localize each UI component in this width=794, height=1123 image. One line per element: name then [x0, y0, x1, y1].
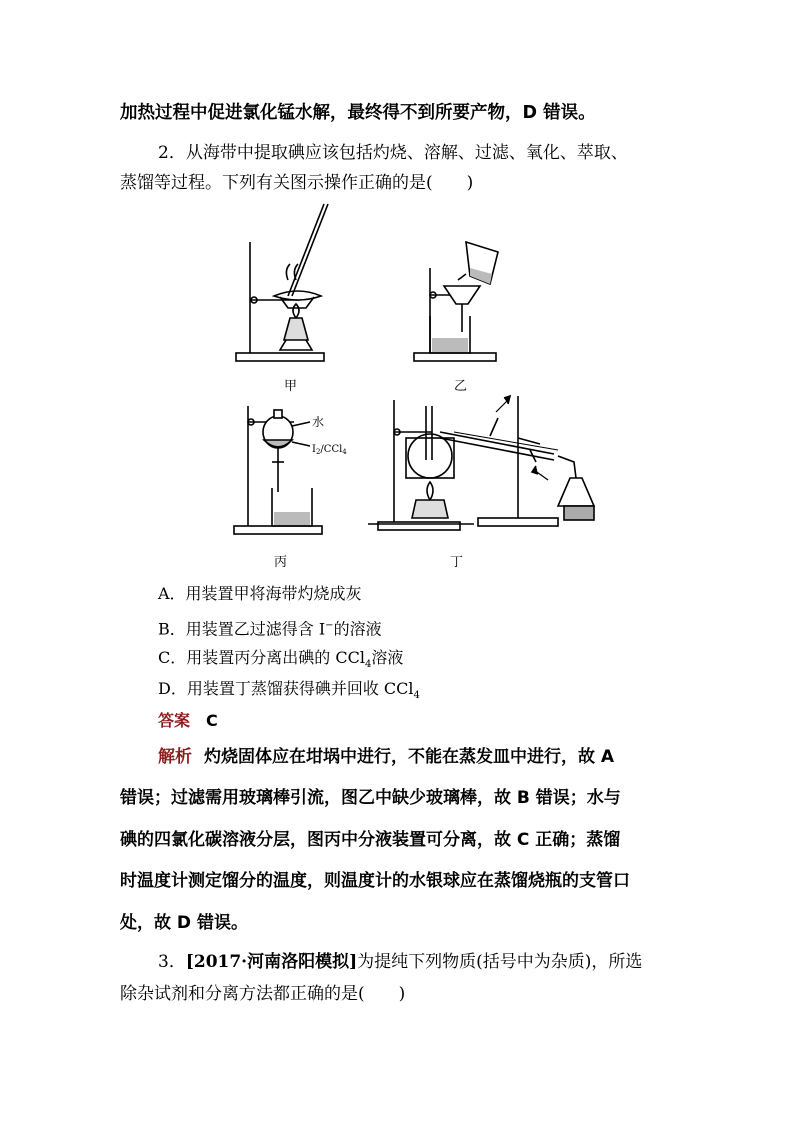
question-2-line-a: 2．从海带中提取碘应该包括灼烧、溶解、过滤、氧化、萃取、	[158, 143, 628, 163]
question-3-line-a: 3．[2017·河南洛阳模拟]为提纯下列物质(括号中为杂质)，所选	[158, 952, 643, 972]
question-3-source: [2017·河南洛阳模拟]	[185, 952, 358, 972]
analysis-line-1: 解析 灼烧固体应在坩埚中进行，不能在蒸发皿中进行，故 A	[158, 747, 615, 767]
question-2-line-b: 蒸馏等过程。下列有关图示操作正确的是( )	[120, 173, 474, 193]
analysis-line-3: 碘的四氯化碳溶液分层，图丙中分液装置可分离，故 C 正确；蒸馏	[120, 830, 621, 850]
option-d: D．用装置丁蒸馏获得碘并回收 CCl$_4$	[158, 679, 420, 702]
label-yi: 乙	[454, 379, 468, 394]
label-water: 水	[312, 415, 325, 429]
label-jia: 甲	[284, 379, 298, 394]
apparatus-yi	[414, 242, 498, 361]
analysis-line-5: 处，故 D 错误。	[120, 913, 248, 933]
label-i2-ccl4: $I_2/CCl_4$	[312, 444, 347, 456]
apparatus-figure	[218, 200, 612, 578]
apparatus-ding	[368, 396, 594, 530]
answer-value: C	[206, 711, 218, 730]
option-b: B．用装置乙过滤得含 I−的溶液	[158, 619, 382, 639]
analysis-line-4: 时温度计测定馏分的温度，则温度计的水银球应在蒸馏烧瓶的支管口	[120, 871, 630, 891]
analysis-label: 解析	[158, 747, 192, 767]
option-a: A．用装置甲将海带灼烧成灰	[158, 584, 362, 603]
label-ding: 丁	[450, 555, 464, 570]
option-c: C．用装置丙分离出碘的 CCl$_4$溶液	[158, 648, 404, 671]
answer-label: 答案	[158, 711, 191, 730]
apparatus-jia	[236, 204, 328, 361]
apparatus-bing	[234, 406, 325, 534]
analysis-line-2: 错误；过滤需用玻璃棒引流，图乙中缺少玻璃棒，故 B 错误；水与	[120, 788, 621, 808]
answer-line	[158, 709, 218, 733]
question-3-line-b: 除杂试剂和分离方法都正确的是( )	[120, 984, 406, 1004]
label-bing: 丙	[274, 555, 288, 570]
line-1: 加热过程中促进氯化锰水解，最终得不到所要产物，D 错误。	[120, 103, 596, 123]
